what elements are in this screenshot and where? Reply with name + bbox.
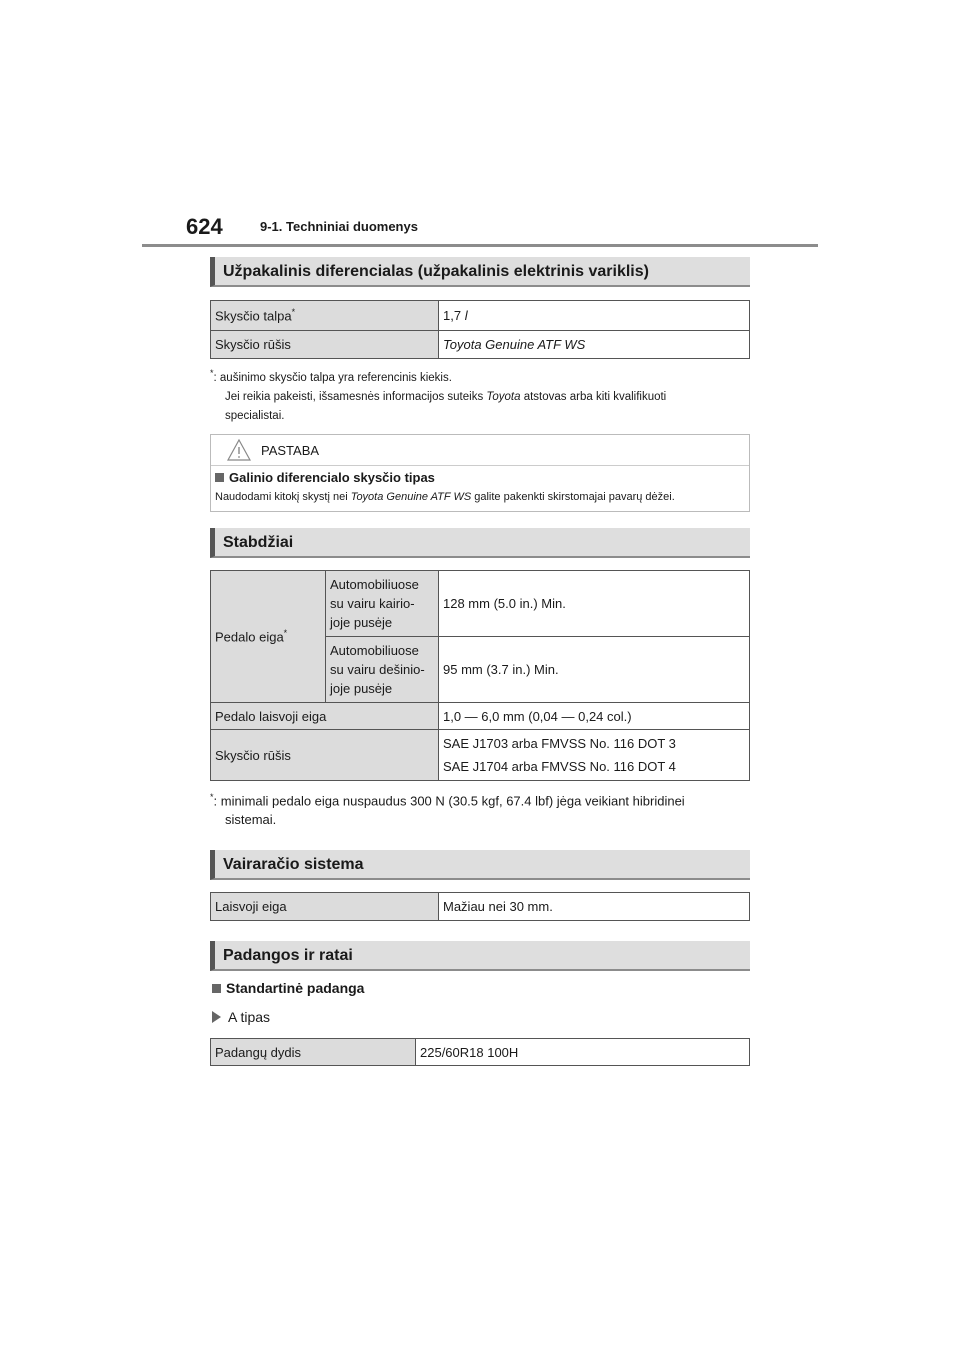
free-play-value: 1,0 — 6,0 mm (0,04 — 0,24 col.) [439,703,750,730]
notice-subtitle: Galinio diferencialo skysčio tipas [215,470,435,485]
standard-tire-heading: Standartinė padanga [212,980,364,996]
section-tires-title: Padangos ir ratai [210,941,750,971]
lhd-value: 128 mm (5.0 in.) Min. [439,571,750,637]
table-row [211,331,750,359]
pedal-travel-label: Pedalo eiga* [211,571,326,703]
free-play-steering-label: Laisvoji eiga [211,893,439,921]
fluid-type-label: Skysčio rūšis [211,331,439,359]
tire-table [210,1038,750,1066]
steering-table [210,892,750,921]
brake-fluid-value: SAE J1703 arba FMVSS No. 116 DOT 3 SAE J1704 arba FMVSS No. 116 DOT 4 [439,730,750,781]
free-play-steering-value: Mažiau nei 30 mm. [439,893,750,921]
table-row [211,1039,750,1066]
page-number: 624 [186,214,223,239]
bullet-square-icon [212,984,221,993]
tire-size-value: 225/60R18 100H [416,1039,750,1066]
section-steering-title: Vairaračio sistema [210,850,750,880]
bullet-square-icon [215,473,224,482]
brakes-table [210,570,750,781]
rear-differential-footnote: *: aušinimo skysčio talpa yra referencinis kiekis. Jei reikia pakeisti, išsamesnės informacijos suteiks Toyota atstovas arba kiti kvalifikuoti specialistai. [210,368,667,422]
notice-text: Naudodami kitokį skystį nei Toyota Genuine ATF WS galite pakenkti skirstomajai pavarų dėžei. [215,491,675,503]
tire-type-heading: A tipas [212,1009,270,1025]
fluid-type-value: Toyota Genuine ATF WS [439,331,750,359]
table-row [211,301,750,331]
notice-title: PASTABA [261,443,320,458]
table-row [211,730,750,781]
brake-fluid-label: Skysčio rūšis [211,730,439,781]
section-brakes-title: Stabdžiai [210,528,750,558]
lhd-label: Automobiliuose su vairu kairio- joje pusėje [326,571,439,637]
notice-header [211,435,749,466]
tire-size-label: Padangų dydis [211,1039,416,1066]
chapter-title: 9-1. Techniniai duomenys [260,219,418,234]
table-row [211,571,750,637]
notice-box [210,434,750,512]
warning-icon [227,439,251,461]
rhd-label: Automobiliuose su vairu dešinio- joje pusėje [326,637,439,703]
brakes-footnote: *: minimali pedalo eiga nuspaudus 300 N (30.5 kgf, 67.4 lbf) jėga veikiant hibridinei sistemai. [210,792,685,828]
free-play-label: Pedalo laisvoji eiga [211,703,439,730]
rear-differential-table [210,300,750,359]
fluid-capacity-label: Skysčio talpa* [211,301,439,331]
bullet-arrow-icon [212,1011,221,1023]
section-rear-differential-title: Užpakalinis diferencialas (užpakalinis elektrinis variklis) [210,257,750,287]
header-divider [142,244,818,247]
table-row [211,703,750,730]
table-row [211,893,750,921]
rhd-value: 95 mm (3.7 in.) Min. [439,637,750,703]
fluid-capacity-value: 1,7 l [439,301,750,331]
